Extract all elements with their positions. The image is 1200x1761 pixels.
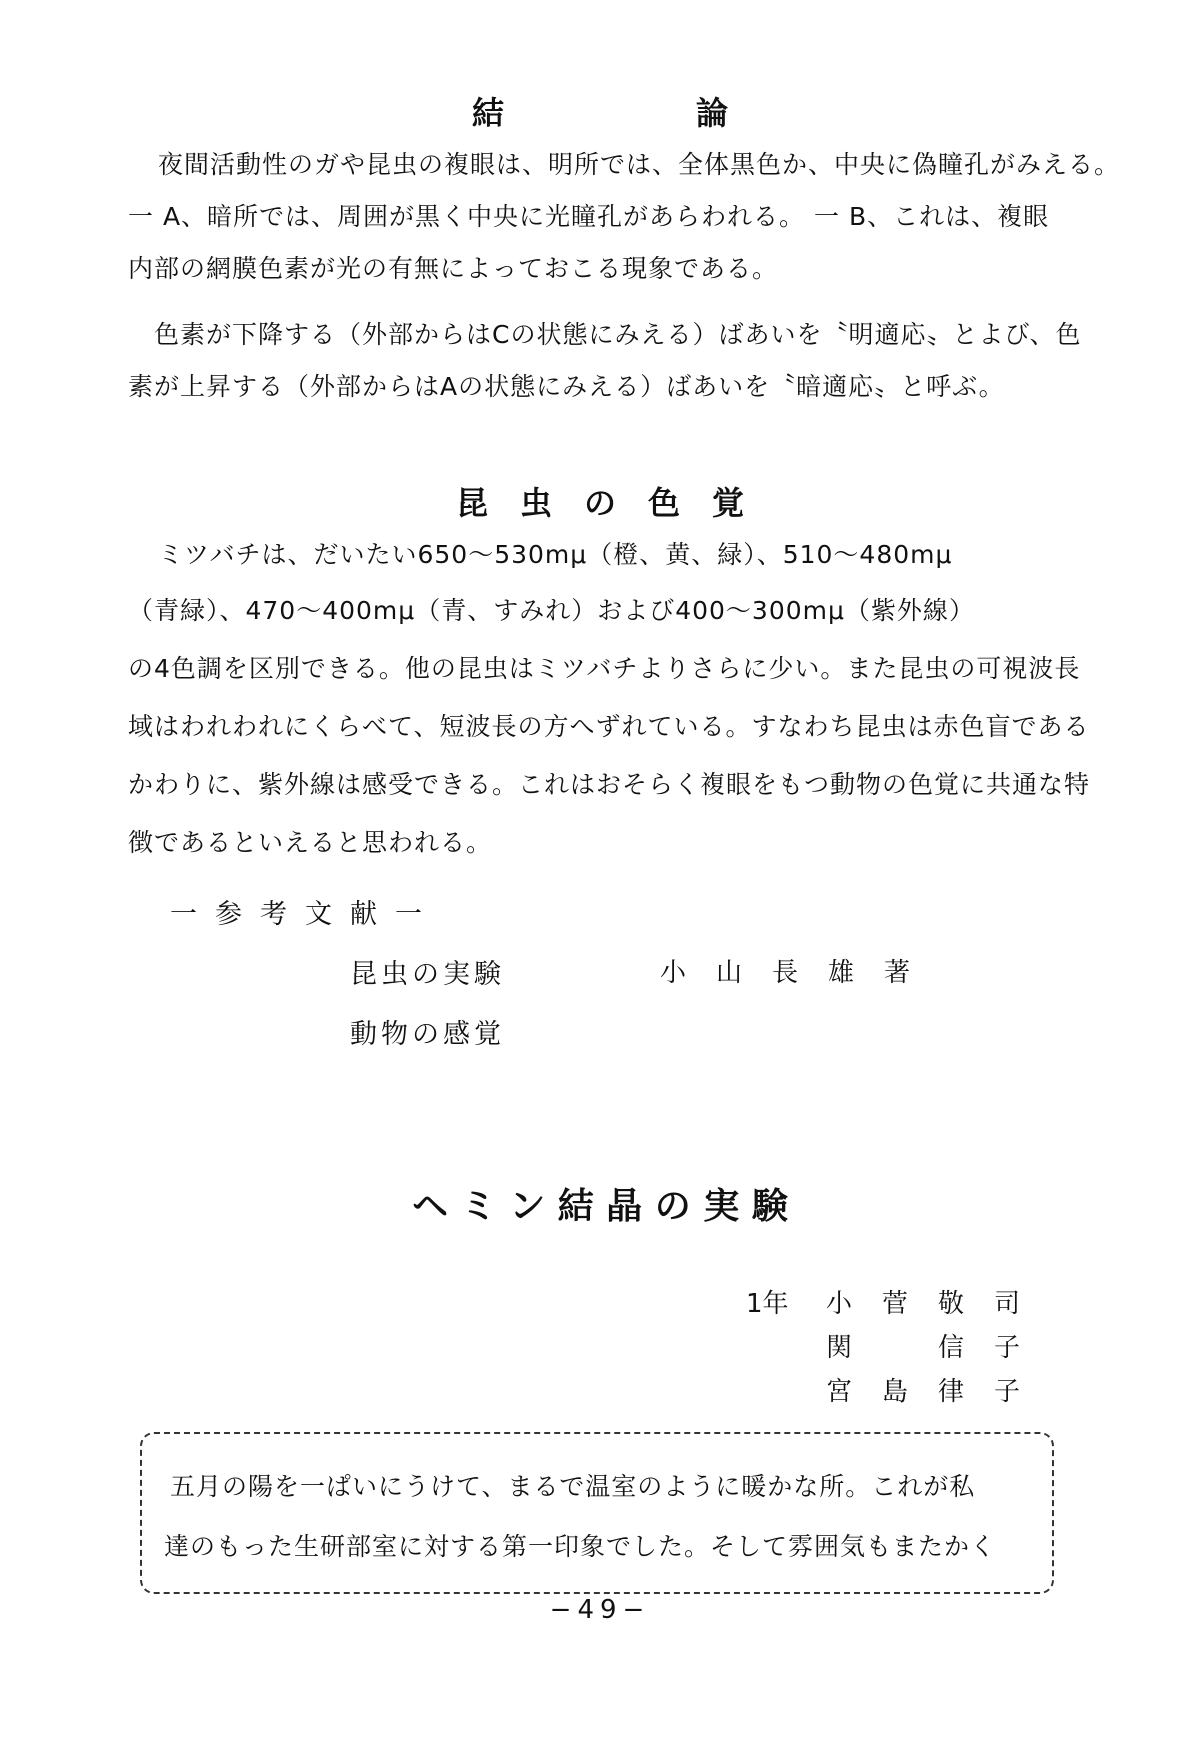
references-label: 一参考文献一 <box>170 899 440 930</box>
reference-author: 小山長雄著 <box>660 958 941 988</box>
conclusion-line: 素が上昇する（外部からはAの状態にみえる）ばあいを〝暗適応〟と呼ぶ。 <box>128 372 1005 401</box>
author-year: 1年 <box>745 1289 789 1319</box>
conclusion-line: 内部の網膜色素が光の有無によっておこる現象である。 <box>128 254 779 283</box>
author-year <box>746 1326 826 1370</box>
color-vision-heading: 昆 虫 の 色 覚 <box>455 484 744 522</box>
reference-item: 動物の感覚 <box>350 1019 505 1050</box>
author-list <box>746 1282 1050 1414</box>
hemin-heading: ヘ ミ ン 結 晶 の 実 験 <box>412 1186 788 1227</box>
color-vision-line: （青緑）、470〜400mμ（青、すみれ）および400〜300mμ（紫外線） <box>128 596 975 625</box>
author-row <box>746 1282 1050 1326</box>
author-name: 宮島律子 <box>825 1377 1050 1407</box>
conclusion-heading: 結 論 <box>471 94 728 132</box>
color-vision-paragraph <box>128 540 1098 860</box>
boxed-text-frame <box>140 1432 1054 1594</box>
author-name: 小菅敬司 <box>825 1289 1050 1319</box>
author-year <box>746 1370 826 1414</box>
boxed-text-line: 達のもった生研部室に対する第一印象でした。そして雰囲気もまたかく <box>164 1532 997 1561</box>
conclusion-paragraph <box>128 150 1121 410</box>
color-vision-line: ミツバチは、だいたい650〜530mμ（橙、黄、緑）、510〜480mμ <box>158 540 953 569</box>
conclusion-line: 一 A、暗所では、周囲が黒く中央に光瞳孔があらわれる。 一 B、これは、複眼 <box>128 202 1050 231</box>
boxed-text-line: 五月の陽を一ぱいにうけて、まるで温室のように暖かな所。これが私 <box>170 1472 976 1501</box>
color-vision-line: の4色調を区別できる。他の昆虫はミツバチよりさらに少い。また昆虫の可視波長 <box>128 654 1081 683</box>
author-row <box>746 1326 1050 1370</box>
conclusion-line: 色素が下降する（外部からはCの状態にみえる）ばあいを〝明適応〟とよび、色 <box>128 320 1082 349</box>
color-vision-line: 域はわれわれにくらべて、短波長の方へずれている。すなわち昆虫は赤色盲である <box>128 712 1090 741</box>
conclusion-line: 夜間活動性のガや昆虫の複眼は、明所では、全体黒色か、中央に偽瞳孔がみえる。 <box>158 150 1121 179</box>
page-number: −49− <box>549 1595 651 1625</box>
color-vision-line: かわりに、紫外線は感受できる。これはおそらく複眼をもつ動物の色覚に共通な特 <box>128 770 1091 799</box>
reference-item: 昆虫の実験 <box>350 959 505 990</box>
color-vision-line: 徴であるといえると思われる。 <box>128 828 493 857</box>
author-row <box>746 1370 1050 1414</box>
author-name: 関 信子 <box>825 1333 1050 1363</box>
